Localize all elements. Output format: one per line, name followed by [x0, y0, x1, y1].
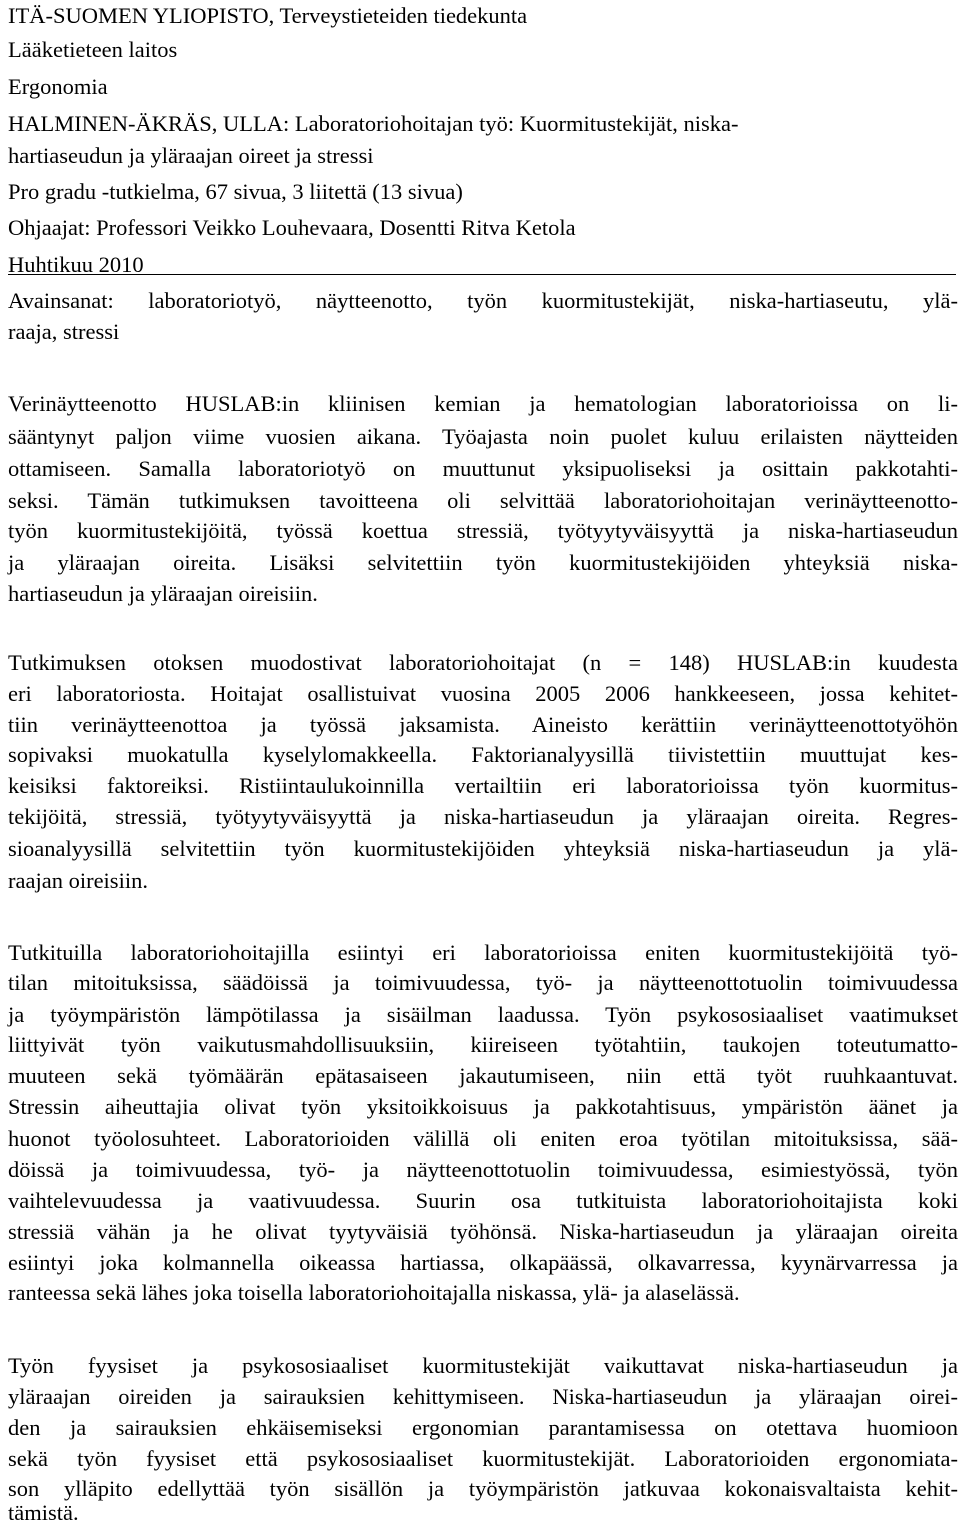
paragraph-line: seksi. Tämän tutkimuksen tavoitteena oli selvittää laboratoriohoitajan verinäytteenotto- — [8, 488, 958, 513]
keywords-line-1: Avainsanat: laboratoriotyö, näytteenotto, työn kuormitustekijät, niska-hartiaseutu, ylä- — [8, 288, 958, 313]
paragraph-line: son ylläpito edellyttää työn sisällön ja työympäristön jatkuvaa kokonaisvaltaista kehit- — [8, 1476, 958, 1501]
paragraph-line: tiin verinäytteenottoa ja työssä jaksamista. Aineisto kerättiin verinäytteenottotyöhön — [8, 712, 958, 737]
paragraph-line: sääntynyt paljon viime vuosien aikana. Työajasta noin puolet kuluu erilaisten näytteiden — [8, 424, 958, 449]
paragraph-line: Työn fyysiset ja psykososiaaliset kuormitustekijät vaikuttavat niska-hartiaseudun ja — [8, 1353, 958, 1378]
author-title-line-1: HALMINEN-ÄKRÄS, ULLA: Laboratoriohoitajan työ: Kuormitustekijät, niska- — [8, 111, 739, 136]
paragraph-line: liittyivät työn vaikutusmahdollisuuksiin, kiireiseen työtahtiin, taukojen toteutumatto- — [8, 1032, 958, 1057]
paragraph-line: työn kuormitustekijöitä, työssä koettua stressiä, työtyytyväisyyttä ja niska-hartiaseudun — [8, 518, 958, 543]
paragraph-line: tämistä. — [8, 1500, 79, 1525]
department-line: Lääketieteen laitos — [8, 37, 178, 62]
paragraph-line: eri laboratoriosta. Hoitajat osallistuivat vuosina 2005 2006 hankkeeseen, jossa kehitet- — [8, 681, 958, 706]
paragraph-line: den ja sairauksien ehkäisemiseksi ergonomian parantamisessa on otettava huomioon — [8, 1415, 958, 1440]
paragraph-line: stressiä vähän ja he olivat tyytyväisiä työhönsä. Niska-hartiaseudun ja yläraajan oireita — [8, 1219, 958, 1244]
paragraph-line: Tutkimuksen otoksen muodostivat laboratoriohoitajat (n = 148) HUSLAB:in kuudesta — [8, 650, 958, 675]
paragraph-line: döissä ja toimivuudessa, työ- ja näytteenottotuolin toimivuudessa, esimiestyössä, työn — [8, 1157, 958, 1182]
paragraph-line: yläraajan oireiden ja sairauksien kehittymiseen. Niska-hartiaseudun ja yläraajan oirei- — [8, 1384, 958, 1409]
paragraph-line: ja yläraajan oireita. Lisäksi selvitettiin työn kuormitustekijöiden yhteyksiä niska- — [8, 550, 958, 575]
paragraph-line: tilan mitoituksissa, säädöissä ja toimivuudessa, työ- ja näytteenottotuolin toimivuudessa — [8, 970, 958, 995]
supervisors-line: Ohjaajat: Professori Veikko Louhevaara, Dosentti Ritva Ketola — [8, 215, 576, 240]
paragraph-line: esiintyi joka kolmannella oikeassa hartiassa, olkapäässä, olkavarressa, kyynärvarressa ja — [8, 1250, 958, 1275]
paragraph-line: Verinäytteenotto HUSLAB:in kliinisen kemian ja hematologian laboratorioissa on li- — [8, 391, 958, 416]
paragraph-line: vaihtelevuudessa ja vaativuudessa. Suurin osa tutkituista laboratoriohoitajista koki — [8, 1188, 958, 1213]
paragraph-line: tekijöitä, stressiä, työtyytyväisyyttä ja niska-hartiaseudun ja yläraajan oireita. Regres- — [8, 804, 958, 829]
thesis-info-line: Pro gradu -tutkielma, 67 sivua, 3 liitettä (13 sivua) — [8, 179, 463, 204]
paragraph-line: muuteen sekä työmäärän epätasaiseen jakautumiseen, niin että työt ruuhkaantuvat. — [8, 1063, 958, 1088]
paragraph-line: ottamiseen. Samalla laboratoriotyö on muuttunut yksipuoliseksi ja osittain pakkotahti- — [8, 456, 958, 481]
university-line: ITÄ-SUOMEN YLIOPISTO, Terveystieteiden tiedekunta — [8, 3, 528, 28]
author-title-line-2: hartiaseudun ja yläraajan oireet ja stressi — [8, 143, 374, 168]
paragraph-line: keisiksi faktoreiksi. Ristiintaulukoinnilla vertailtiin eri laboratorioissa työn kuormitus- — [8, 773, 958, 798]
paragraph-line: sekä työn fyysiset että psykososiaaliset kuormitustekijät. Laboratorioiden ergonomiata- — [8, 1446, 958, 1471]
date-line: Huhtikuu 2010 — [8, 252, 144, 277]
paragraph-line: ja työympäristön lämpötilassa ja sisäilman laadussa. Työn psykososiaaliset vaatimukset — [8, 1002, 958, 1027]
paragraph-line: sopivaksi muokatulla kyselylomakkeella. Faktorianalyysillä tiivistettiin muuttujat kes- — [8, 742, 958, 767]
paragraph-line: huonot työolosuhteet. Laboratorioiden välillä oli eniten eroa työtilan mitoituksissa, sää- — [8, 1126, 958, 1151]
header-rule — [8, 274, 956, 275]
paragraph-line: Stressin aiheuttajia olivat työn yksitoikkoisuus ja pakkotahtisuus, ympäristön äänet ja — [8, 1094, 958, 1119]
keywords-line-2: raaja, stressi — [8, 319, 120, 344]
paragraph-line: raajan oireisiin. — [8, 868, 148, 893]
subject-line: Ergonomia — [8, 74, 108, 99]
paragraph-line: hartiaseudun ja yläraajan oireisiin. — [8, 581, 318, 606]
paragraph-line: Tutkituilla laboratoriohoitajilla esiintyi eri laboratorioissa eniten kuormitustekijöitä työ- — [8, 940, 958, 965]
paragraph-line: ranteessa sekä lähes joka toisella laboratoriohoitajalla niskassa, ylä- ja alaselässä. — [8, 1280, 740, 1305]
paragraph-line: sioanalyysillä selvitettiin työn kuormitustekijöiden yhteyksiä niska-hartiaseudun ja ylä- — [8, 836, 958, 861]
